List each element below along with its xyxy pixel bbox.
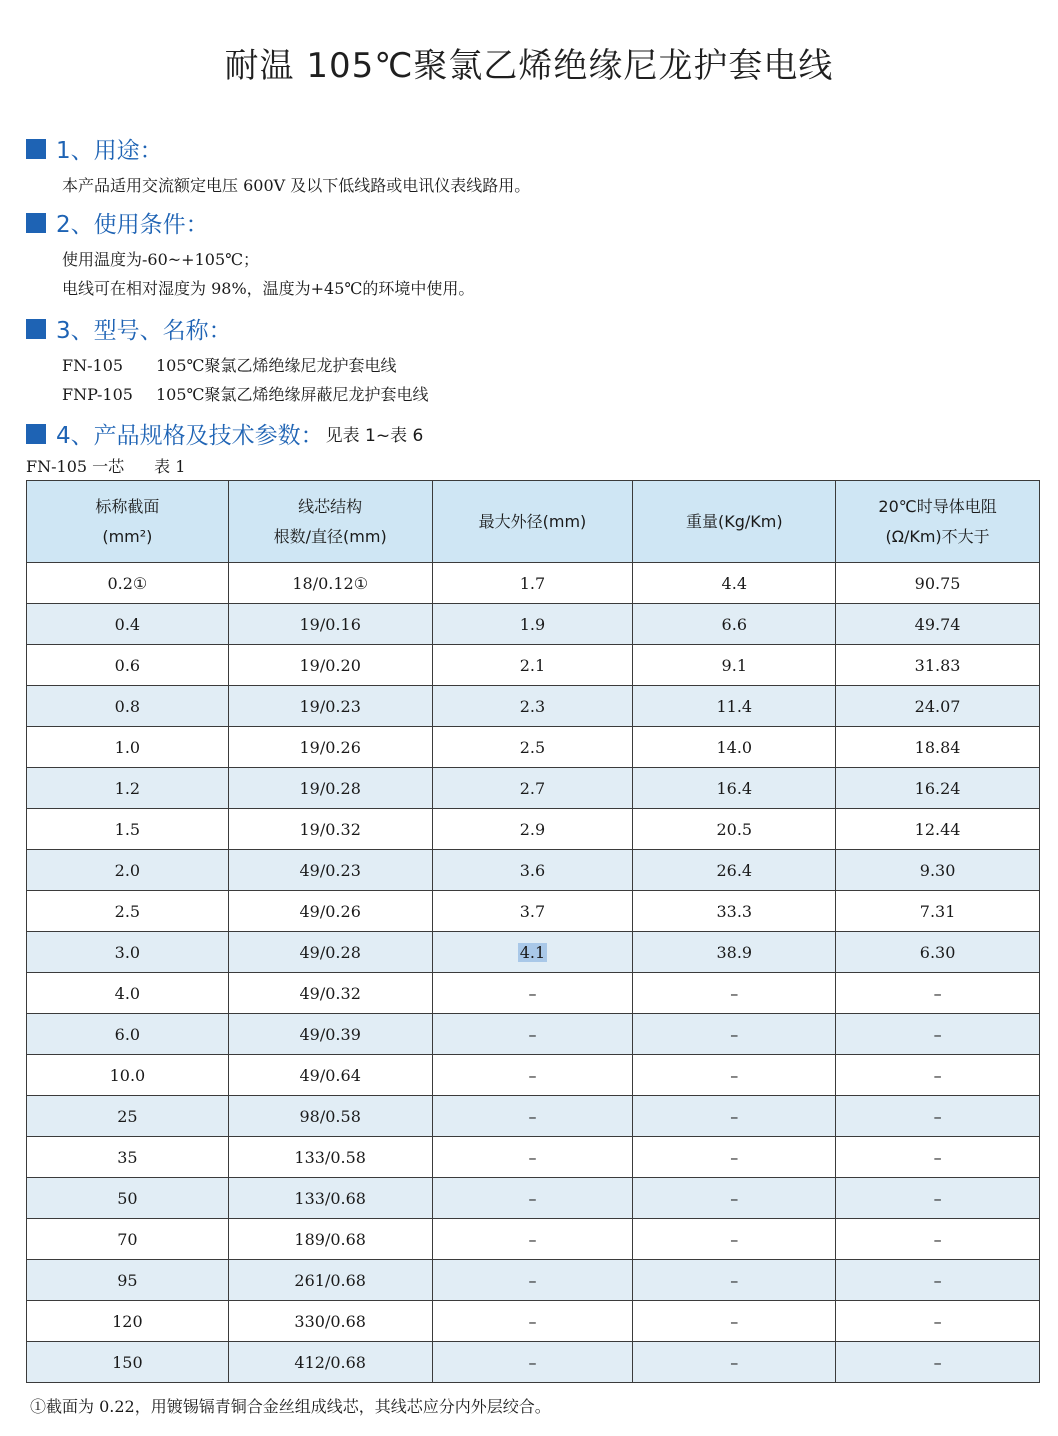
table-row bbox=[27, 1014, 1040, 1055]
table-row bbox=[27, 645, 1040, 686]
table-cell: 4.0 bbox=[27, 973, 229, 1014]
model-name: 105℃聚氯乙烯绝缘屏蔽尼龙护套电线 bbox=[156, 385, 429, 404]
table-row bbox=[27, 973, 1040, 1014]
table-cell: – bbox=[836, 1137, 1040, 1178]
model-entry bbox=[62, 351, 428, 380]
table-header-row bbox=[27, 481, 1040, 563]
table-cell: 133/0.68 bbox=[228, 1178, 432, 1219]
table-cell: 1.9 bbox=[432, 604, 633, 645]
model-code: FNP-105 bbox=[62, 385, 133, 404]
table-cell: 0.6 bbox=[27, 645, 229, 686]
table-caption bbox=[26, 454, 185, 477]
table-cell: 26.4 bbox=[633, 850, 836, 891]
table-cell: 95 bbox=[27, 1260, 229, 1301]
table-cell: 330/0.68 bbox=[228, 1301, 432, 1342]
table-row bbox=[27, 1260, 1040, 1301]
table-cell: 3.6 bbox=[432, 850, 633, 891]
table-row bbox=[27, 1137, 1040, 1178]
table-cell: – bbox=[633, 1260, 836, 1301]
table-row bbox=[27, 727, 1040, 768]
table-cell: 189/0.68 bbox=[228, 1219, 432, 1260]
table-cell: 12.44 bbox=[836, 809, 1040, 850]
table-cell: – bbox=[432, 1178, 633, 1219]
table-cell: 7.31 bbox=[836, 891, 1040, 932]
table-cell: – bbox=[633, 1219, 836, 1260]
table-cell: 38.9 bbox=[633, 932, 836, 973]
table-cell: 18/0.12① bbox=[228, 563, 432, 604]
table-cell: 33.3 bbox=[633, 891, 836, 932]
section-usage bbox=[26, 132, 530, 200]
table-cell: 49/0.32 bbox=[228, 973, 432, 1014]
table-cell: 2.5 bbox=[432, 727, 633, 768]
table-cell: – bbox=[633, 1301, 836, 1342]
table-cell: 3.7 bbox=[432, 891, 633, 932]
table-row bbox=[27, 563, 1040, 604]
table-cell: 6.0 bbox=[27, 1014, 229, 1055]
table-cell: 25 bbox=[27, 1096, 229, 1137]
column-header: 20℃时导体电阻 (Ω/Km)不大于 bbox=[836, 481, 1040, 563]
table-cell: – bbox=[633, 973, 836, 1014]
table-cell: 16.4 bbox=[633, 768, 836, 809]
table-cell: 4.4 bbox=[633, 563, 836, 604]
table-row bbox=[27, 932, 1040, 973]
spec-table bbox=[26, 480, 1040, 1383]
table-cell: 0.2① bbox=[27, 563, 229, 604]
table-cell: 6.6 bbox=[633, 604, 836, 645]
section-heading-suffix: 见表 1~表 6 bbox=[325, 426, 424, 446]
table-cell: – bbox=[432, 1137, 633, 1178]
table-cell: – bbox=[836, 1178, 1040, 1219]
table-cell: 133/0.58 bbox=[228, 1137, 432, 1178]
column-header: 最大外径(mm) bbox=[432, 481, 633, 563]
table-cell: – bbox=[432, 1301, 633, 1342]
table-cell: 19/0.23 bbox=[228, 686, 432, 727]
table-row bbox=[27, 1055, 1040, 1096]
table-cell: – bbox=[836, 1055, 1040, 1096]
table-cell: 50 bbox=[27, 1178, 229, 1219]
table-cell: 49/0.28 bbox=[228, 932, 432, 973]
table-caption-label: FN-105 一芯 bbox=[26, 457, 125, 476]
model-code: FN-105 bbox=[62, 356, 124, 375]
table-cell: – bbox=[633, 1014, 836, 1055]
table-cell: 2.5 bbox=[27, 891, 229, 932]
section-marker-icon bbox=[26, 319, 46, 339]
section-models bbox=[26, 312, 428, 409]
model-name: 105℃聚氯乙烯绝缘尼龙护套电线 bbox=[156, 356, 397, 375]
table-cell: 4.1 bbox=[432, 932, 633, 973]
table-cell: 261/0.68 bbox=[228, 1260, 432, 1301]
table-cell: – bbox=[836, 1219, 1040, 1260]
table-cell: – bbox=[633, 1178, 836, 1219]
table-row bbox=[27, 1219, 1040, 1260]
table-row bbox=[27, 768, 1040, 809]
table-row bbox=[27, 809, 1040, 850]
table-cell: 18.84 bbox=[836, 727, 1040, 768]
table-cell: 2.0 bbox=[27, 850, 229, 891]
table-row bbox=[27, 604, 1040, 645]
table-cell: 6.30 bbox=[836, 932, 1040, 973]
table-cell: 14.0 bbox=[633, 727, 836, 768]
table-cell: 2.7 bbox=[432, 768, 633, 809]
column-header: 标称截面 (mm²) bbox=[27, 481, 229, 563]
table-cell: – bbox=[836, 1301, 1040, 1342]
page-title: 耐温 105℃聚氯乙烯绝缘尼龙护套电线 bbox=[224, 46, 834, 86]
table-cell: 49.74 bbox=[836, 604, 1040, 645]
table-cell: – bbox=[633, 1096, 836, 1137]
section-heading: 4、产品规格及技术参数： bbox=[56, 423, 324, 449]
table-cell: 1.2 bbox=[27, 768, 229, 809]
usage-text: 本产品适用交流额定电压 600V 及以下低线路或电讯仪表线路用。 bbox=[62, 176, 531, 195]
table-cell: 20.5 bbox=[633, 809, 836, 850]
table-row bbox=[27, 1342, 1040, 1383]
conditions-line: 电线可在相对湿度为 98%，温度为+45℃的环境中使用。 bbox=[62, 279, 475, 298]
table-cell: 16.24 bbox=[836, 768, 1040, 809]
table-cell: – bbox=[633, 1055, 836, 1096]
column-header: 线芯结构 根数/直径(mm) bbox=[228, 481, 432, 563]
section-conditions bbox=[26, 206, 474, 303]
table-cell: 9.30 bbox=[836, 850, 1040, 891]
table-cell: – bbox=[633, 1342, 836, 1383]
table-cell: – bbox=[836, 973, 1040, 1014]
table-cell: – bbox=[432, 1055, 633, 1096]
section-heading: 2、使用条件： bbox=[56, 212, 209, 238]
table-row bbox=[27, 891, 1040, 932]
table-cell: 2.3 bbox=[432, 686, 633, 727]
table-row bbox=[27, 850, 1040, 891]
table-row bbox=[27, 1301, 1040, 1342]
table-cell: 1.7 bbox=[432, 563, 633, 604]
table-cell: 10.0 bbox=[27, 1055, 229, 1096]
table-row bbox=[27, 1178, 1040, 1219]
table-cell: – bbox=[432, 1260, 633, 1301]
table-cell: 90.75 bbox=[836, 563, 1040, 604]
table-cell: 2.1 bbox=[432, 645, 633, 686]
model-entry bbox=[62, 380, 428, 409]
conditions-line: 使用温度为-60~+105℃； bbox=[62, 250, 260, 269]
table-cell: 9.1 bbox=[633, 645, 836, 686]
table-cell: 1.0 bbox=[27, 727, 229, 768]
section-marker-icon bbox=[26, 139, 46, 159]
table-row bbox=[27, 1096, 1040, 1137]
table-cell: 0.4 bbox=[27, 604, 229, 645]
table-cell: 19/0.28 bbox=[228, 768, 432, 809]
table-cell: – bbox=[432, 1219, 633, 1260]
section-marker-icon bbox=[26, 213, 46, 233]
table-cell: – bbox=[836, 1096, 1040, 1137]
table-cell: 19/0.26 bbox=[228, 727, 432, 768]
column-header: 重量(Kg/Km) bbox=[633, 481, 836, 563]
table-cell: 49/0.39 bbox=[228, 1014, 432, 1055]
table-cell: 11.4 bbox=[633, 686, 836, 727]
table-cell: 1.5 bbox=[27, 809, 229, 850]
table-cell: 35 bbox=[27, 1137, 229, 1178]
table-cell: – bbox=[432, 1342, 633, 1383]
table-cell: 2.9 bbox=[432, 809, 633, 850]
table-cell: 3.0 bbox=[27, 932, 229, 973]
table-cell: 19/0.20 bbox=[228, 645, 432, 686]
table-cell: 49/0.64 bbox=[228, 1055, 432, 1096]
table-cell: – bbox=[432, 1096, 633, 1137]
table-cell: – bbox=[836, 1342, 1040, 1383]
section-marker-icon bbox=[26, 424, 46, 444]
table-cell: 412/0.68 bbox=[228, 1342, 432, 1383]
table-cell: 150 bbox=[27, 1342, 229, 1383]
table-cell: – bbox=[836, 1260, 1040, 1301]
section-specs bbox=[26, 417, 423, 450]
table-cell: – bbox=[633, 1137, 836, 1178]
table-cell: 19/0.16 bbox=[228, 604, 432, 645]
table-cell: 49/0.23 bbox=[228, 850, 432, 891]
table-cell: 70 bbox=[27, 1219, 229, 1260]
table-row bbox=[27, 686, 1040, 727]
table-cell: 19/0.32 bbox=[228, 809, 432, 850]
table-cell: 31.83 bbox=[836, 645, 1040, 686]
table-cell: – bbox=[432, 1014, 633, 1055]
table-cell: – bbox=[432, 973, 633, 1014]
footnote: ①截面为 0.22，用镀锡镉青铜合金丝组成线芯，其线芯应分内外层绞合。 bbox=[30, 1397, 551, 1416]
table-cell: 98/0.58 bbox=[228, 1096, 432, 1137]
table-cell: 120 bbox=[27, 1301, 229, 1342]
table-cell: 49/0.26 bbox=[228, 891, 432, 932]
section-heading: 3、型号、名称： bbox=[56, 318, 232, 344]
table-cell: 0.8 bbox=[27, 686, 229, 727]
table-cell: 24.07 bbox=[836, 686, 1040, 727]
section-heading: 1、用途： bbox=[56, 138, 163, 164]
table-cell: – bbox=[836, 1014, 1040, 1055]
table-number: 表 1 bbox=[154, 457, 186, 476]
